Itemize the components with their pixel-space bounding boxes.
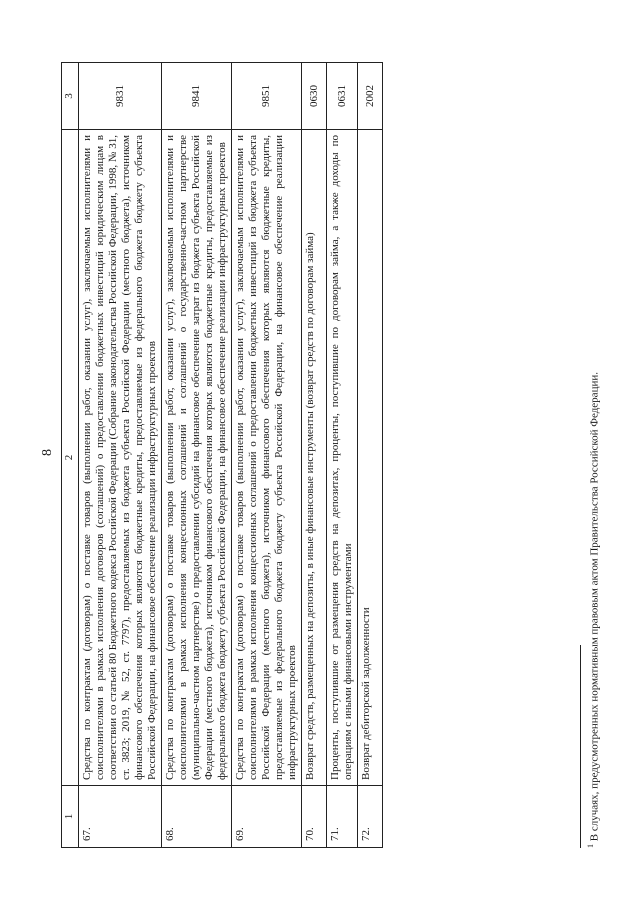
table-row <box>162 63 232 848</box>
row-code: 0630 <box>302 63 327 130</box>
row-description: Средства по контрактам (договорам) о поставке товаров (выполнении работ, оказании услуг), заключаемым исполнителями и соисполнителями в рамках исполнения концессионных соглашений и соглашений о государственно-частном партнерстве (муниципально-частном партнерстве) о предоставлении субсидий на финансовое обеспечение затрат из бюджета субъекта Российской Федерации (местного бюджета), источником финансового обеспечения которых являются бюджетные кредиты, предоставляемые из федерального бюджета бюджету субъекта Российской Федерации, на финансовое обеспечение реализации инфраструктурных проектов <box>162 130 232 786</box>
table-row <box>327 63 358 848</box>
row-code: 0631 <box>327 63 358 130</box>
table-row <box>79 63 162 848</box>
row-description: Средства по контрактам (договорам) о поставке товаров (выполнении работ, оказании услуг), заключаемым исполнителями и соисполнителями в рамках исполнения договоров (соглашений) о предоставлении бюджетных инвестиций юридическим лицам в соответствии со статьей 80 Бюджетного кодекса Российской Федерации (Собрание законодательства Российской Федерации, 1998, № 31, ст. 3823; 2019, № 52, ст. 7797), предоставляемых из бюджета субъекта Российской Федерации (местного бюджета), источником финансового обеспечения которых являются бюджетные кредиты, предоставляемые из федерального бюджета бюджету субъекта Российской Федерации, на финансовое обеспечение реализации инфраструктурных проектов <box>79 130 162 786</box>
column-header: 3 <box>62 63 79 130</box>
footnote-mark: 1 <box>586 844 595 848</box>
row-number: 67. <box>79 786 162 848</box>
table-row <box>232 63 302 848</box>
row-description: Проценты, поступившие от размещения средств на депозитах, проценты, поступившие по договорам займа, а также доходы по операциям с иными финансовыми инструментами <box>327 130 358 786</box>
row-number: 70. <box>302 786 327 848</box>
row-code: 9831 <box>79 63 162 130</box>
row-code: 9851 <box>232 63 302 130</box>
row-code: 2002 <box>358 63 383 130</box>
footnote-text: В случаях, предусмотренных нормативным правовым актом Правительства Российской Федерации. <box>588 372 601 842</box>
row-code: 9841 <box>162 63 232 130</box>
row-number: 72. <box>358 786 383 848</box>
column-header: 2 <box>62 130 79 786</box>
footnote-divider <box>580 645 581 848</box>
column-header: 1 <box>62 786 79 848</box>
table-row <box>358 63 383 848</box>
codes-table <box>61 62 383 848</box>
row-number: 69. <box>232 786 302 848</box>
row-description: Возврат дебиторской задолженности <box>358 130 383 786</box>
row-number: 71. <box>327 786 358 848</box>
footnote <box>584 372 602 848</box>
table-header-row <box>62 63 79 848</box>
row-number: 68. <box>162 786 232 848</box>
page-number: 8 <box>40 449 55 456</box>
row-description: Возврат средств, размещенных на депозиты, в иные финансовые инструменты (возврат средств по договорам займа) <box>302 130 327 786</box>
table-row <box>302 63 327 848</box>
row-description: Средства по контрактам (договорам) о поставке товаров (выполнении работ, оказании услуг), заключаемым исполнителями и соисполнителями в рамках исполнения концессионных соглашений о предоставлении бюджетных инвестиций из бюджета субъекта Российской Федерации (местного бюджета), источником финансового обеспечения которых являются бюджетные кредиты, предоставляемые из федерального бюджета бюджету субъекта Российской Федерации, на финансовое обеспечение реализации инфраструктурных проектов <box>232 130 302 786</box>
